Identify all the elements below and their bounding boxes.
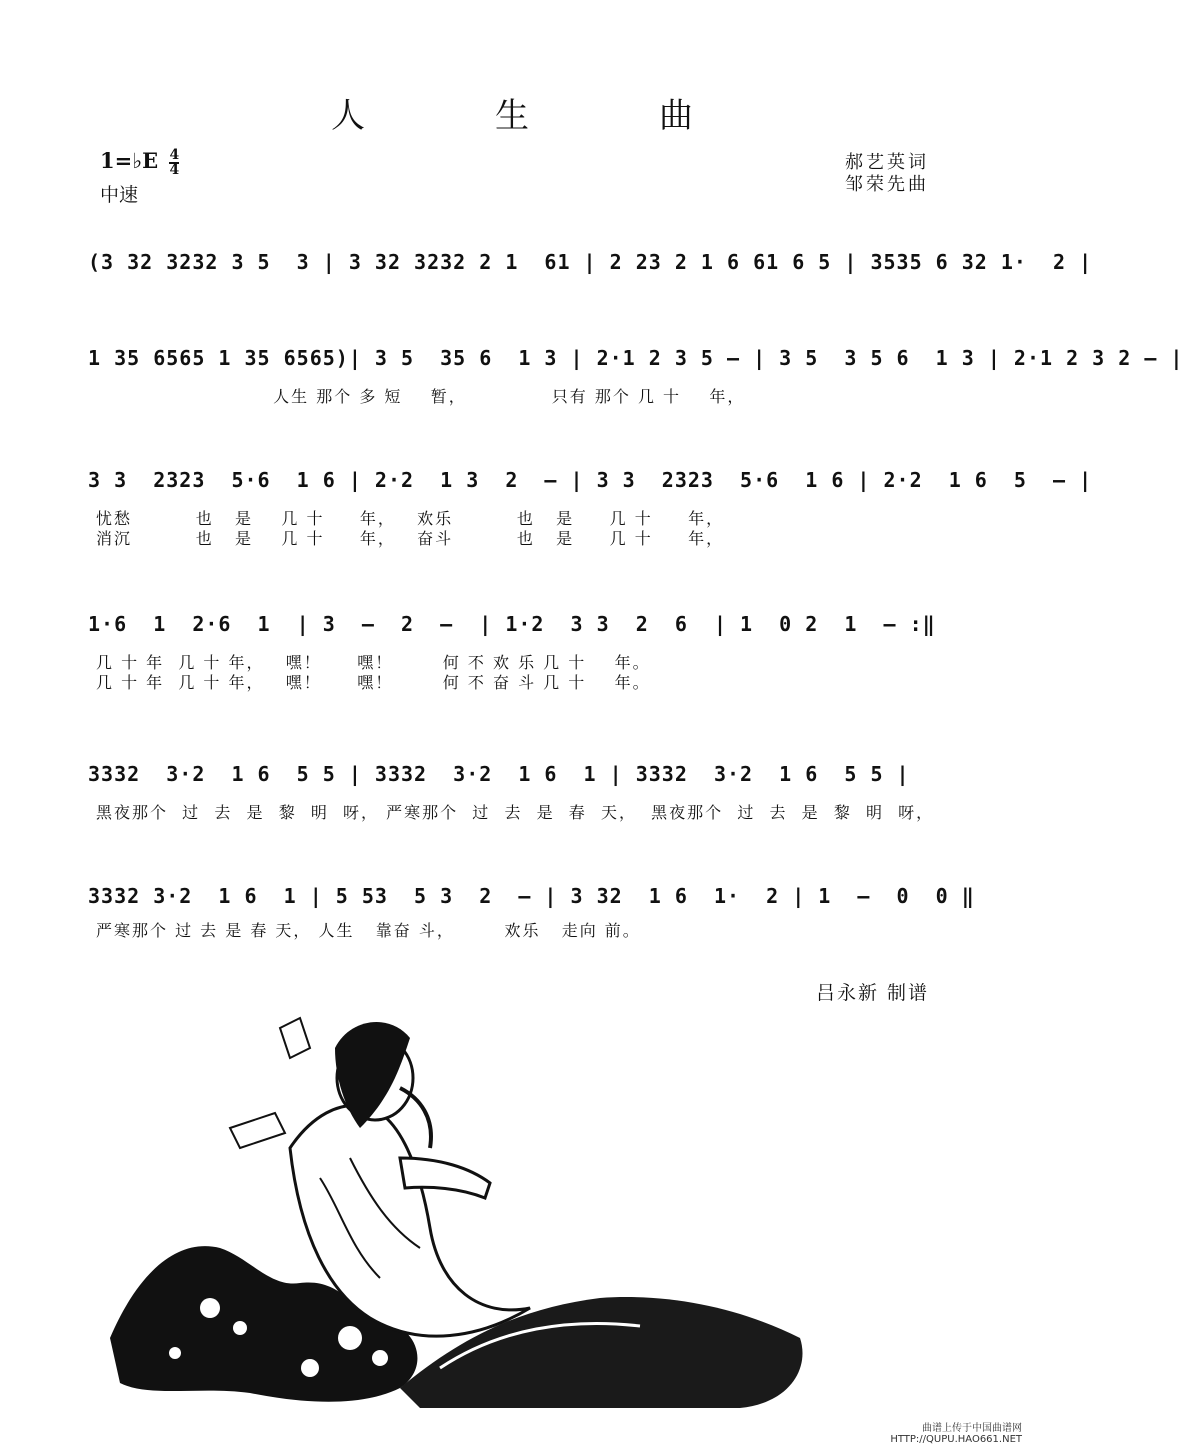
key-label: 1=♭E (100, 148, 159, 173)
notation-row-3: 3 3 2323 5·6 1 6 | 2·2 1 3 2 — | 3 3 2323 5·6 1 6 | 2·2 1 6 5 — | (88, 468, 1093, 492)
lyric-row-3-verse-1: 忧愁 也 是 几 十 年， 欢乐 也 是 几 十 年， (96, 509, 725, 528)
watermark-line-2: HTTP://QUPU.HAO661.NET (890, 1434, 1022, 1445)
key-signature (100, 148, 179, 177)
time-signature-top: 4 (169, 146, 180, 163)
lyric-row-4-verse-2: 几 十 年 几 十 年， 嘿！ 嘿！ 何 不 奋 斗 几 十 年。 (96, 673, 651, 692)
lyric-row-4-verse-1: 几 十 年 几 十 年， 嘿！ 嘿！ 何 不 欢 乐 几 十 年。 (96, 653, 651, 672)
notation-row-2: 1 35 6565 1 35 6565)| 3 5 35 6 1 3 | 2·1 2 3 5 — | 3 5 3 5 6 1 3 | 2·1 2 3 2 — | (88, 346, 1183, 370)
site-watermark (890, 1423, 1022, 1445)
notation-row-5: 3332 3·2 1 6 5 5 | 3332 3·2 1 6 1 | 3332 3·2 1 6 5 5 | (88, 762, 910, 786)
lyric-row-6: 严寒那个 过 去 是 春 天， 人生 靠奋 斗， 欢乐 走向 前。 (96, 921, 641, 940)
notation-row-4: 1·6 1 2·6 1 | 3 — 2 — | 1·2 3 3 2 6 | 1 0 2 1 — :‖ (88, 612, 936, 636)
watermark-line-1: 曲谱上传于中国曲谱网 (922, 1423, 1022, 1434)
lyric-row-5: 黑夜那个 过 去 是 黎 明 呀， 严寒那个 过 去 是 春 天， 黑夜那个 过 去 是 黎 明 呀， (96, 803, 935, 822)
time-signature-bottom: 4 (169, 161, 180, 178)
tempo-marking: 中速 (100, 184, 139, 206)
lyric-row-3-verse-2: 消沉 也 是 几 十 年， 奋斗 也 是 几 十 年， (96, 529, 725, 548)
song-title: 人 生 曲 (331, 96, 741, 136)
lyric-row-2-verse-1: 人生 那个 多 短 暂， 只有 那个 几 十 年， (96, 387, 746, 406)
composer-credit: 邹荣先曲 (845, 174, 929, 195)
reclining-scholar-illustration (100, 1008, 820, 1413)
time-signature (169, 146, 180, 178)
notation-row-1: (3 32 3232 3 5 3 | 3 32 3232 2 1 61 | 2 23 2 1 6 61 6 5 | 3535 6 32 1· 2 | (88, 250, 1093, 274)
arranger-credit: 吕永新 制谱 (815, 982, 929, 1004)
notation-row-6: 3332 3·2 1 6 1 | 5 53 5 3 2 — | 3 32 1 6 1· 2 | 1 — 0 0 ‖ (88, 884, 975, 908)
lyricist-credit: 郝艺英词 (845, 152, 929, 173)
